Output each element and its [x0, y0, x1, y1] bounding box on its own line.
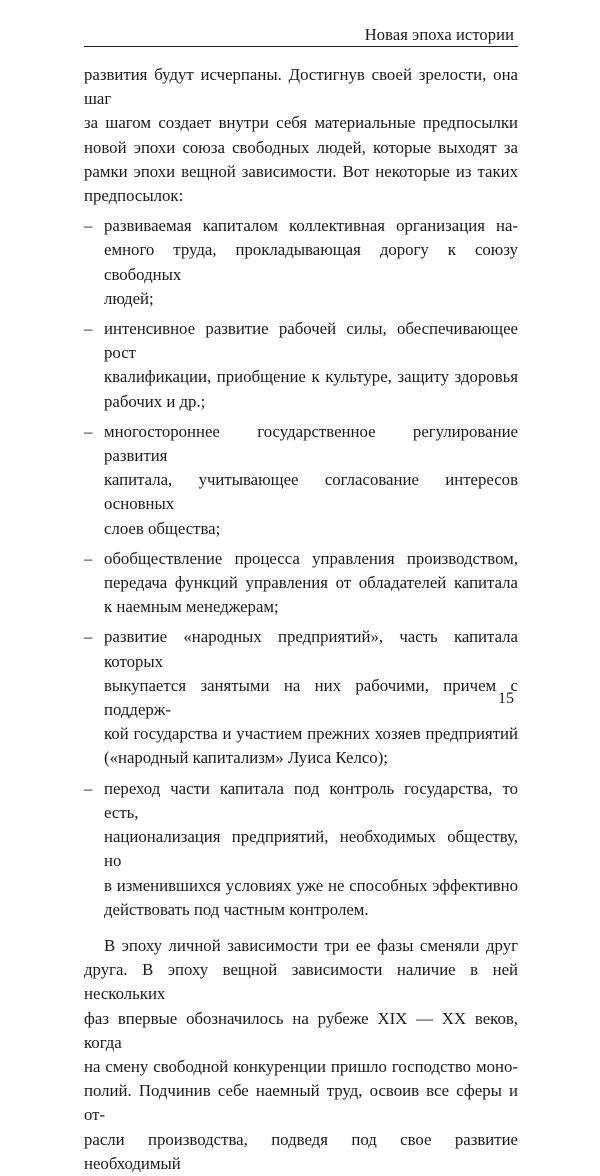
- list-item: [84, 420, 518, 541]
- text-line: людей;: [104, 288, 154, 308]
- dash-marker: –: [84, 778, 93, 798]
- dash-marker: –: [84, 216, 93, 236]
- text-line: новой эпохи союза свободных людей, которые выходят за: [84, 137, 518, 157]
- closing-paragraph: [84, 934, 518, 1176]
- text-line: интенсивное развитие рабочей силы, обеспечивающее рост: [104, 319, 518, 363]
- text-line: предпосылок:: [84, 186, 184, 206]
- preconditions-list: [84, 214, 518, 922]
- text-line: выкупается занятыми на них рабочими, причем с поддерж-: [104, 675, 518, 720]
- text-line: развитие «народных предприятий», часть капитала которых: [104, 627, 518, 671]
- text-line: квалификации, приобщение к культуре, защиту здоровья: [104, 367, 518, 387]
- text-line: расли производства, подведя под свое развитие необходимый: [84, 1129, 518, 1173]
- text-line: фаз впервые обозначилось на рубеже XIX — XX веков, когда: [84, 1008, 518, 1052]
- page-number: 15: [498, 690, 514, 707]
- text-line: емного труда, прокладывающая дорогу к союзу свободных: [104, 240, 518, 284]
- list-item: [84, 214, 518, 311]
- text-line: развития будут исчерпаны. Достигнув своей зрелости, она шаг: [84, 65, 518, 109]
- text-line: обобществление процесса управления производством,: [104, 548, 518, 568]
- text-line: кой государства и участием прежних хозяев предприятий: [104, 724, 518, 744]
- text-line: развиваемая капиталом коллективная организация на-: [104, 216, 518, 236]
- running-title: Новая эпоха истории: [364, 25, 514, 44]
- text-line: многостороннее государственное регулирование развития: [104, 421, 518, 466]
- text-line: переход части капитала под контроль государства, то есть,: [104, 778, 518, 822]
- text-line: рабочих и др.;: [104, 391, 206, 411]
- text-line: к наемным менеджерам;: [104, 597, 279, 617]
- text-line: действовать под частным контролем.: [104, 899, 369, 919]
- text-line: («народный капитализм» Луиса Келсо);: [104, 748, 388, 768]
- text-line: за шагом создает внутри себя материальные предпосылки: [84, 113, 518, 133]
- text-line: слоев общества;: [104, 518, 221, 538]
- text-line: в изменившихся условиях уже не способных эффективно: [104, 875, 518, 895]
- dash-marker: –: [84, 319, 93, 339]
- text-line: капитала, учитывающее согласование интересов основных: [104, 470, 518, 514]
- text-line: друга. В эпоху вещной зависимости наличие в ней нескольких: [84, 960, 518, 1004]
- dash-marker: –: [84, 548, 93, 568]
- dash-marker: –: [84, 627, 93, 647]
- text-line: полий. Подчинив себе наемный труд, освоив все сферы и от-: [84, 1081, 518, 1125]
- list-item: [84, 625, 518, 770]
- text-line: рамки эпохи вещной зависимости. Вот некоторые из таких: [84, 161, 518, 181]
- dash-marker: –: [84, 421, 93, 441]
- text-line: В эпоху личной зависимости три ее фазы сменяли друг: [104, 935, 518, 955]
- running-header: [84, 22, 518, 47]
- text-line: национализация предприятий, необходимых обществу, но: [104, 827, 518, 871]
- list-item: [84, 547, 518, 620]
- text-line: на смену свободной конкуренции пришло господство моно-: [84, 1056, 518, 1076]
- list-item: [84, 777, 518, 922]
- list-item: [84, 317, 518, 414]
- intro-paragraph: [84, 63, 518, 208]
- page-body: [84, 63, 518, 1176]
- text-line: передача функций управления от обладателей капитала: [104, 573, 518, 593]
